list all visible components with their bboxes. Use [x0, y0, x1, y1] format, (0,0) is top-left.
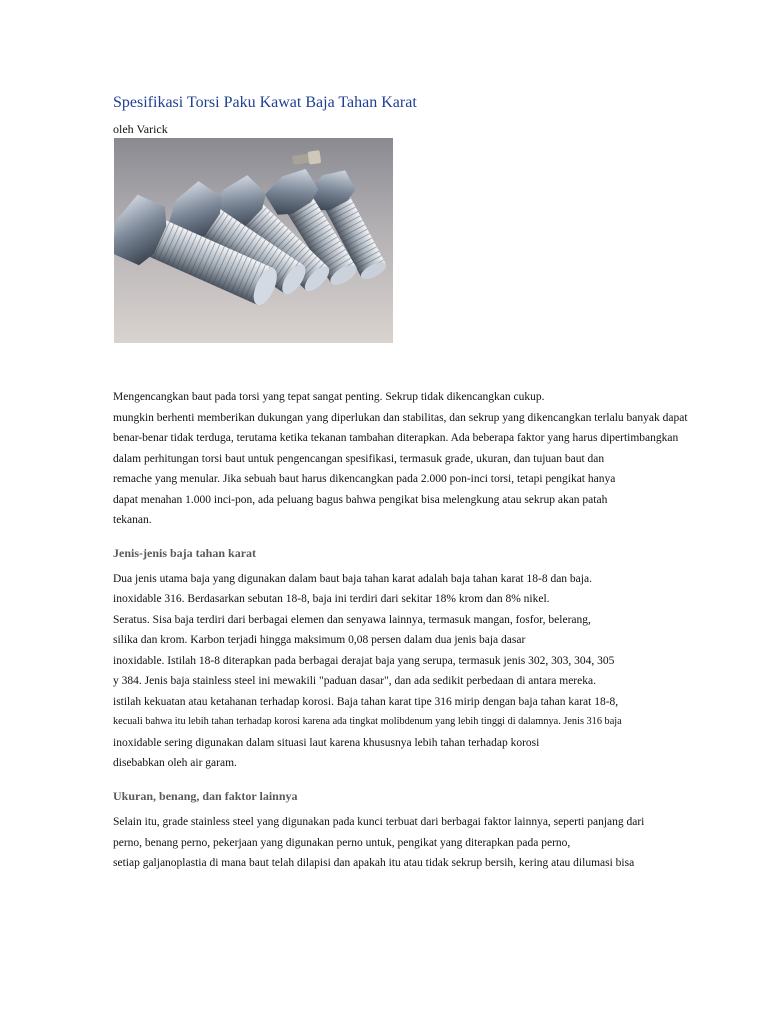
- intro-line: remache yang menular. Jika sebuah baut harus dikencangkan pada 2.000 pon-inci torsi, tetapi pengikat hanya: [113, 473, 616, 485]
- article-title: Spesifikasi Torsi Paku Kawat Baja Tahan Karat: [113, 94, 417, 111]
- section2-line: Selain itu, grade stainless steel yang digunakan pada kunci terbuat dari berbagai faktor lainnya, seperti panjang dari: [113, 816, 645, 828]
- section2-line: setiap galjanoplastia di mana baut telah dilapisi dan apakah itu atau tidak sekrup bersih, kering atau dilumasi bisa: [113, 857, 635, 869]
- section1-line: disebabkan oleh air garam.: [113, 757, 237, 769]
- intro-line: benar-benar tidak terduga, terutama ketika tekanan tambahan diterapkan. Ada beberapa faktor yang harus dipertimbangkan: [113, 432, 679, 444]
- intro-line: tekanan.: [113, 514, 152, 526]
- section1-line: silika dan krom. Karbon terjadi hingga maksimum 0,08 persen dalam dua jenis baja dasar: [113, 634, 526, 646]
- intro-line: dapat menahan 1.000 inci-pon, ada peluang bagus bahwa pengikat bisa melengkung atau sekrup akan patah: [113, 494, 608, 506]
- section1-line: inoxidable sering digunakan dalam situasi laut karena khususnya lebih tahan terhadap korosi: [113, 737, 540, 749]
- section1-line: Dua jenis utama baja yang digunakan dalam baut baja tahan karat adalah baja tahan karat 18-8 dan baja.: [113, 573, 592, 585]
- bolts-illustration: [114, 138, 393, 343]
- section1-line: kecuali bahwa itu lebih tahan terhadap korosi karena ada tingkat molibdenum yang lebih tinggi di dalamnya. Jenis 316 baja: [113, 716, 622, 727]
- section1-line: istilah kekuatan atau ketahanan terhadap korosi. Baja tahan karat tipe 316 mirip dengan baja tahan karat 18-8,: [113, 696, 619, 708]
- section1-line: inoxidable. Istilah 18-8 diterapkan pada berbagai derajat baja yang serupa, termasuk jenis 302, 303, 304, 305: [113, 655, 615, 667]
- section2-line: perno, benang perno, pekerjaan yang digunakan perno untuk, pengikat yang diterapkan pada perno,: [113, 837, 571, 849]
- section1-line: y 384. Jenis baja stainless steel ini mewakili "paduan dasar", dan ada sedikit perbedaan di antara mereka.: [113, 675, 596, 687]
- section-heading-steel-types: Jenis-jenis baja tahan karat: [113, 546, 257, 560]
- intro-line: dalam perhitungan torsi baut untuk pengencangan spesifikasi, termasuk grade, ukuran, dan tujuan baut dan: [113, 453, 605, 465]
- intro-line: Mengencangkan baut pada torsi yang tepat sangat penting. Sekrup tidak dikencangkan cukup.: [113, 391, 545, 403]
- bolts-photo: [114, 138, 393, 343]
- section1-line: inoxidable 316. Berdasarkan sebutan 18-8, baja ini terdiri dari sekitar 18% krom dan 8% nikel.: [113, 593, 550, 605]
- section1-line: Seratus. Sisa baja terdiri dari berbagai elemen dan senyawa lainnya, termasuk mangan, fosfor, belerang,: [113, 614, 591, 626]
- intro-line: mungkin berhenti memberikan dukungan yang diperlukan dan stabilitas, dan sekrup yang dikencangkan terlalu banyak dapat: [113, 412, 688, 424]
- section-heading-size-thread: Ukuran, benang, dan faktor lainnya: [113, 789, 298, 803]
- article-byline: oleh Varick: [113, 122, 168, 136]
